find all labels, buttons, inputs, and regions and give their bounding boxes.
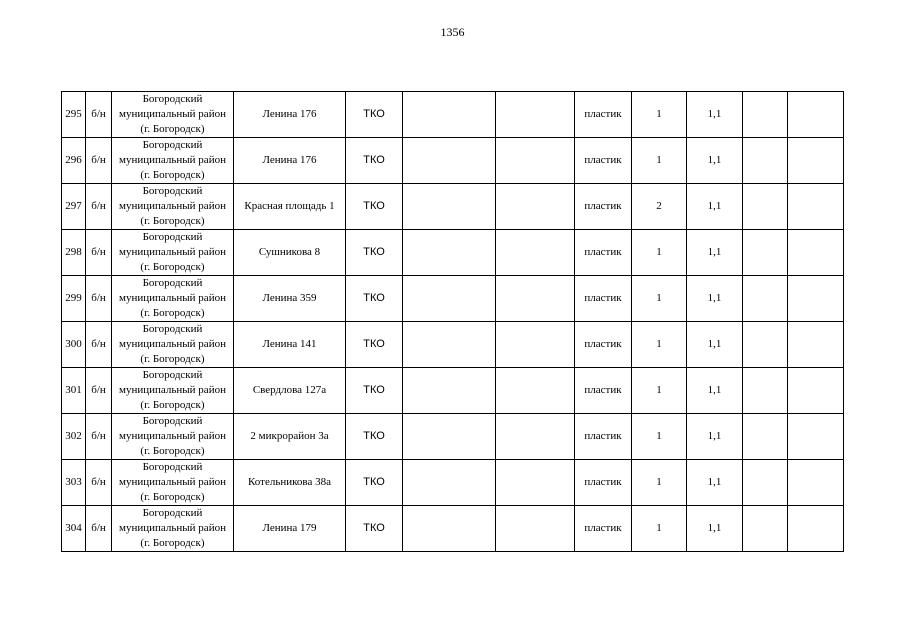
empty-cell: [403, 138, 496, 184]
empty-cell: [788, 506, 844, 552]
empty-cell: [496, 230, 575, 276]
district-line: (г. Богородск): [140, 491, 205, 503]
table-row: [62, 276, 844, 322]
district-line: муниципальный район: [119, 338, 226, 350]
address-cell: Ленина 359: [234, 276, 346, 322]
container-volume-cell: 1,1: [687, 414, 743, 460]
empty-cell: [403, 368, 496, 414]
address-cell: Ленина 141: [234, 322, 346, 368]
district-line: муниципальный район: [119, 292, 226, 304]
empty-cell: [743, 276, 788, 322]
container-material-cell: пластик: [575, 92, 632, 138]
container-volume-cell: 1,1: [687, 184, 743, 230]
container-count-cell: 1: [632, 92, 687, 138]
empty-cell: [788, 230, 844, 276]
empty-cell: [496, 276, 575, 322]
container-material-cell: пластик: [575, 184, 632, 230]
container-count-cell: 1: [632, 460, 687, 506]
house-number-cell: б/н: [86, 230, 112, 276]
table-row: [62, 506, 844, 552]
empty-cell: [496, 460, 575, 506]
house-number-cell: б/н: [86, 460, 112, 506]
empty-cell: [743, 506, 788, 552]
empty-cell: [743, 138, 788, 184]
district-line: (г. Богородск): [140, 261, 205, 273]
container-count-cell: 1: [632, 368, 687, 414]
table-row: [62, 368, 844, 414]
row-number-cell: 295: [62, 92, 86, 138]
container-volume-cell: 1,1: [687, 230, 743, 276]
empty-cell: [743, 414, 788, 460]
table-row: [62, 460, 844, 506]
district-line: Богородский: [142, 185, 203, 197]
district-line: муниципальный район: [119, 522, 226, 534]
row-number-cell: 297: [62, 184, 86, 230]
district-cell: [112, 368, 234, 414]
container-volume-cell: 1,1: [687, 276, 743, 322]
empty-cell: [788, 322, 844, 368]
district-line: Богородский: [142, 415, 203, 427]
empty-cell: [496, 322, 575, 368]
empty-cell: [743, 184, 788, 230]
district-line: (г. Богородск): [140, 353, 205, 365]
container-registry-table: [61, 91, 844, 552]
row-number-cell: 303: [62, 460, 86, 506]
district-line: Богородский: [142, 93, 203, 105]
row-number-cell: 298: [62, 230, 86, 276]
address-cell: Котельникова 38а: [234, 460, 346, 506]
table-body: [62, 92, 844, 552]
district-line: (г. Богородск): [140, 445, 205, 457]
container-volume-cell: 1,1: [687, 460, 743, 506]
page-number: 1356: [440, 25, 465, 39]
district-line: Богородский: [142, 461, 203, 473]
empty-cell: [743, 322, 788, 368]
empty-cell: [403, 460, 496, 506]
district-line: (г. Богородск): [140, 307, 205, 319]
table-row: [62, 184, 844, 230]
empty-cell: [788, 184, 844, 230]
container-volume-cell: 1,1: [687, 506, 743, 552]
empty-cell: [743, 460, 788, 506]
empty-cell: [403, 184, 496, 230]
district-line: Богородский: [142, 507, 203, 519]
address-cell: Красная площадь 1: [234, 184, 346, 230]
container-material-cell: пластик: [575, 138, 632, 184]
row-number-cell: 301: [62, 368, 86, 414]
house-number-cell: б/н: [86, 138, 112, 184]
container-count-cell: 1: [632, 322, 687, 368]
empty-cell: [496, 184, 575, 230]
district-line: (г. Богородск): [140, 123, 205, 135]
empty-cell: [788, 460, 844, 506]
district-line: Богородский: [142, 369, 203, 381]
district-cell: [112, 276, 234, 322]
district-cell: [112, 184, 234, 230]
district-line: (г. Богородск): [140, 169, 205, 181]
empty-cell: [403, 506, 496, 552]
house-number-cell: б/н: [86, 92, 112, 138]
container-count-cell: 1: [632, 276, 687, 322]
district-line: (г. Богородск): [140, 399, 205, 411]
district-line: муниципальный район: [119, 476, 226, 488]
house-number-cell: б/н: [86, 322, 112, 368]
empty-cell: [403, 92, 496, 138]
table-row: [62, 138, 844, 184]
container-material-cell: пластик: [575, 276, 632, 322]
district-cell: [112, 138, 234, 184]
container-material-cell: пластик: [575, 322, 632, 368]
empty-cell: [403, 230, 496, 276]
district-line: муниципальный район: [119, 154, 226, 166]
district-line: муниципальный район: [119, 430, 226, 442]
container-material-cell: пластик: [575, 368, 632, 414]
container-volume-cell: 1,1: [687, 138, 743, 184]
container-count-cell: 1: [632, 506, 687, 552]
waste-type-cell: ТКО: [346, 184, 403, 230]
container-count-cell: 1: [632, 138, 687, 184]
empty-cell: [403, 322, 496, 368]
district-cell: [112, 230, 234, 276]
empty-cell: [496, 368, 575, 414]
district-line: Богородский: [142, 231, 203, 243]
waste-type-cell: ТКО: [346, 322, 403, 368]
address-cell: Ленина 176: [234, 138, 346, 184]
empty-cell: [743, 92, 788, 138]
empty-cell: [788, 368, 844, 414]
district-cell: [112, 460, 234, 506]
address-cell: Ленина 176: [234, 92, 346, 138]
container-volume-cell: 1,1: [687, 368, 743, 414]
empty-cell: [743, 230, 788, 276]
row-number-cell: 304: [62, 506, 86, 552]
container-volume-cell: 1,1: [687, 92, 743, 138]
house-number-cell: б/н: [86, 184, 112, 230]
empty-cell: [496, 92, 575, 138]
waste-type-cell: ТКО: [346, 138, 403, 184]
waste-type-cell: ТКО: [346, 92, 403, 138]
house-number-cell: б/н: [86, 276, 112, 322]
empty-cell: [788, 92, 844, 138]
district-line: муниципальный район: [119, 200, 226, 212]
table-row: [62, 92, 844, 138]
container-count-cell: 2: [632, 184, 687, 230]
empty-cell: [788, 414, 844, 460]
district-cell: [112, 414, 234, 460]
district-cell: [112, 322, 234, 368]
district-cell: [112, 506, 234, 552]
district-line: муниципальный район: [119, 384, 226, 396]
waste-type-cell: ТКО: [346, 276, 403, 322]
container-count-cell: 1: [632, 230, 687, 276]
district-line: (г. Богородск): [140, 537, 205, 549]
district-line: Богородский: [142, 139, 203, 151]
row-number-cell: 296: [62, 138, 86, 184]
address-cell: Ленина 179: [234, 506, 346, 552]
district-line: (г. Богородск): [140, 215, 205, 227]
table-row: [62, 322, 844, 368]
address-cell: Свердлова 127а: [234, 368, 346, 414]
container-material-cell: пластик: [575, 230, 632, 276]
empty-cell: [743, 368, 788, 414]
empty-cell: [496, 138, 575, 184]
waste-type-cell: ТКО: [346, 368, 403, 414]
waste-type-cell: ТКО: [346, 506, 403, 552]
row-number-cell: 302: [62, 414, 86, 460]
empty-cell: [403, 414, 496, 460]
district-line: муниципальный район: [119, 246, 226, 258]
address-cell: Сушникова 8: [234, 230, 346, 276]
table-row: [62, 230, 844, 276]
table-row: [62, 414, 844, 460]
container-count-cell: 1: [632, 414, 687, 460]
container-volume-cell: 1,1: [687, 322, 743, 368]
address-cell: 2 микрорайон 3а: [234, 414, 346, 460]
empty-cell: [788, 138, 844, 184]
empty-cell: [496, 414, 575, 460]
district-line: Богородский: [142, 323, 203, 335]
district-line: муниципальный район: [119, 108, 226, 120]
row-number-cell: 300: [62, 322, 86, 368]
container-material-cell: пластик: [575, 460, 632, 506]
house-number-cell: б/н: [86, 506, 112, 552]
house-number-cell: б/н: [86, 368, 112, 414]
waste-type-cell: ТКО: [346, 414, 403, 460]
district-line: Богородский: [142, 277, 203, 289]
waste-type-cell: ТКО: [346, 460, 403, 506]
empty-cell: [788, 276, 844, 322]
house-number-cell: б/н: [86, 414, 112, 460]
waste-type-cell: ТКО: [346, 230, 403, 276]
row-number-cell: 299: [62, 276, 86, 322]
empty-cell: [496, 506, 575, 552]
empty-cell: [403, 276, 496, 322]
district-cell: [112, 92, 234, 138]
container-material-cell: пластик: [575, 414, 632, 460]
container-material-cell: пластик: [575, 506, 632, 552]
